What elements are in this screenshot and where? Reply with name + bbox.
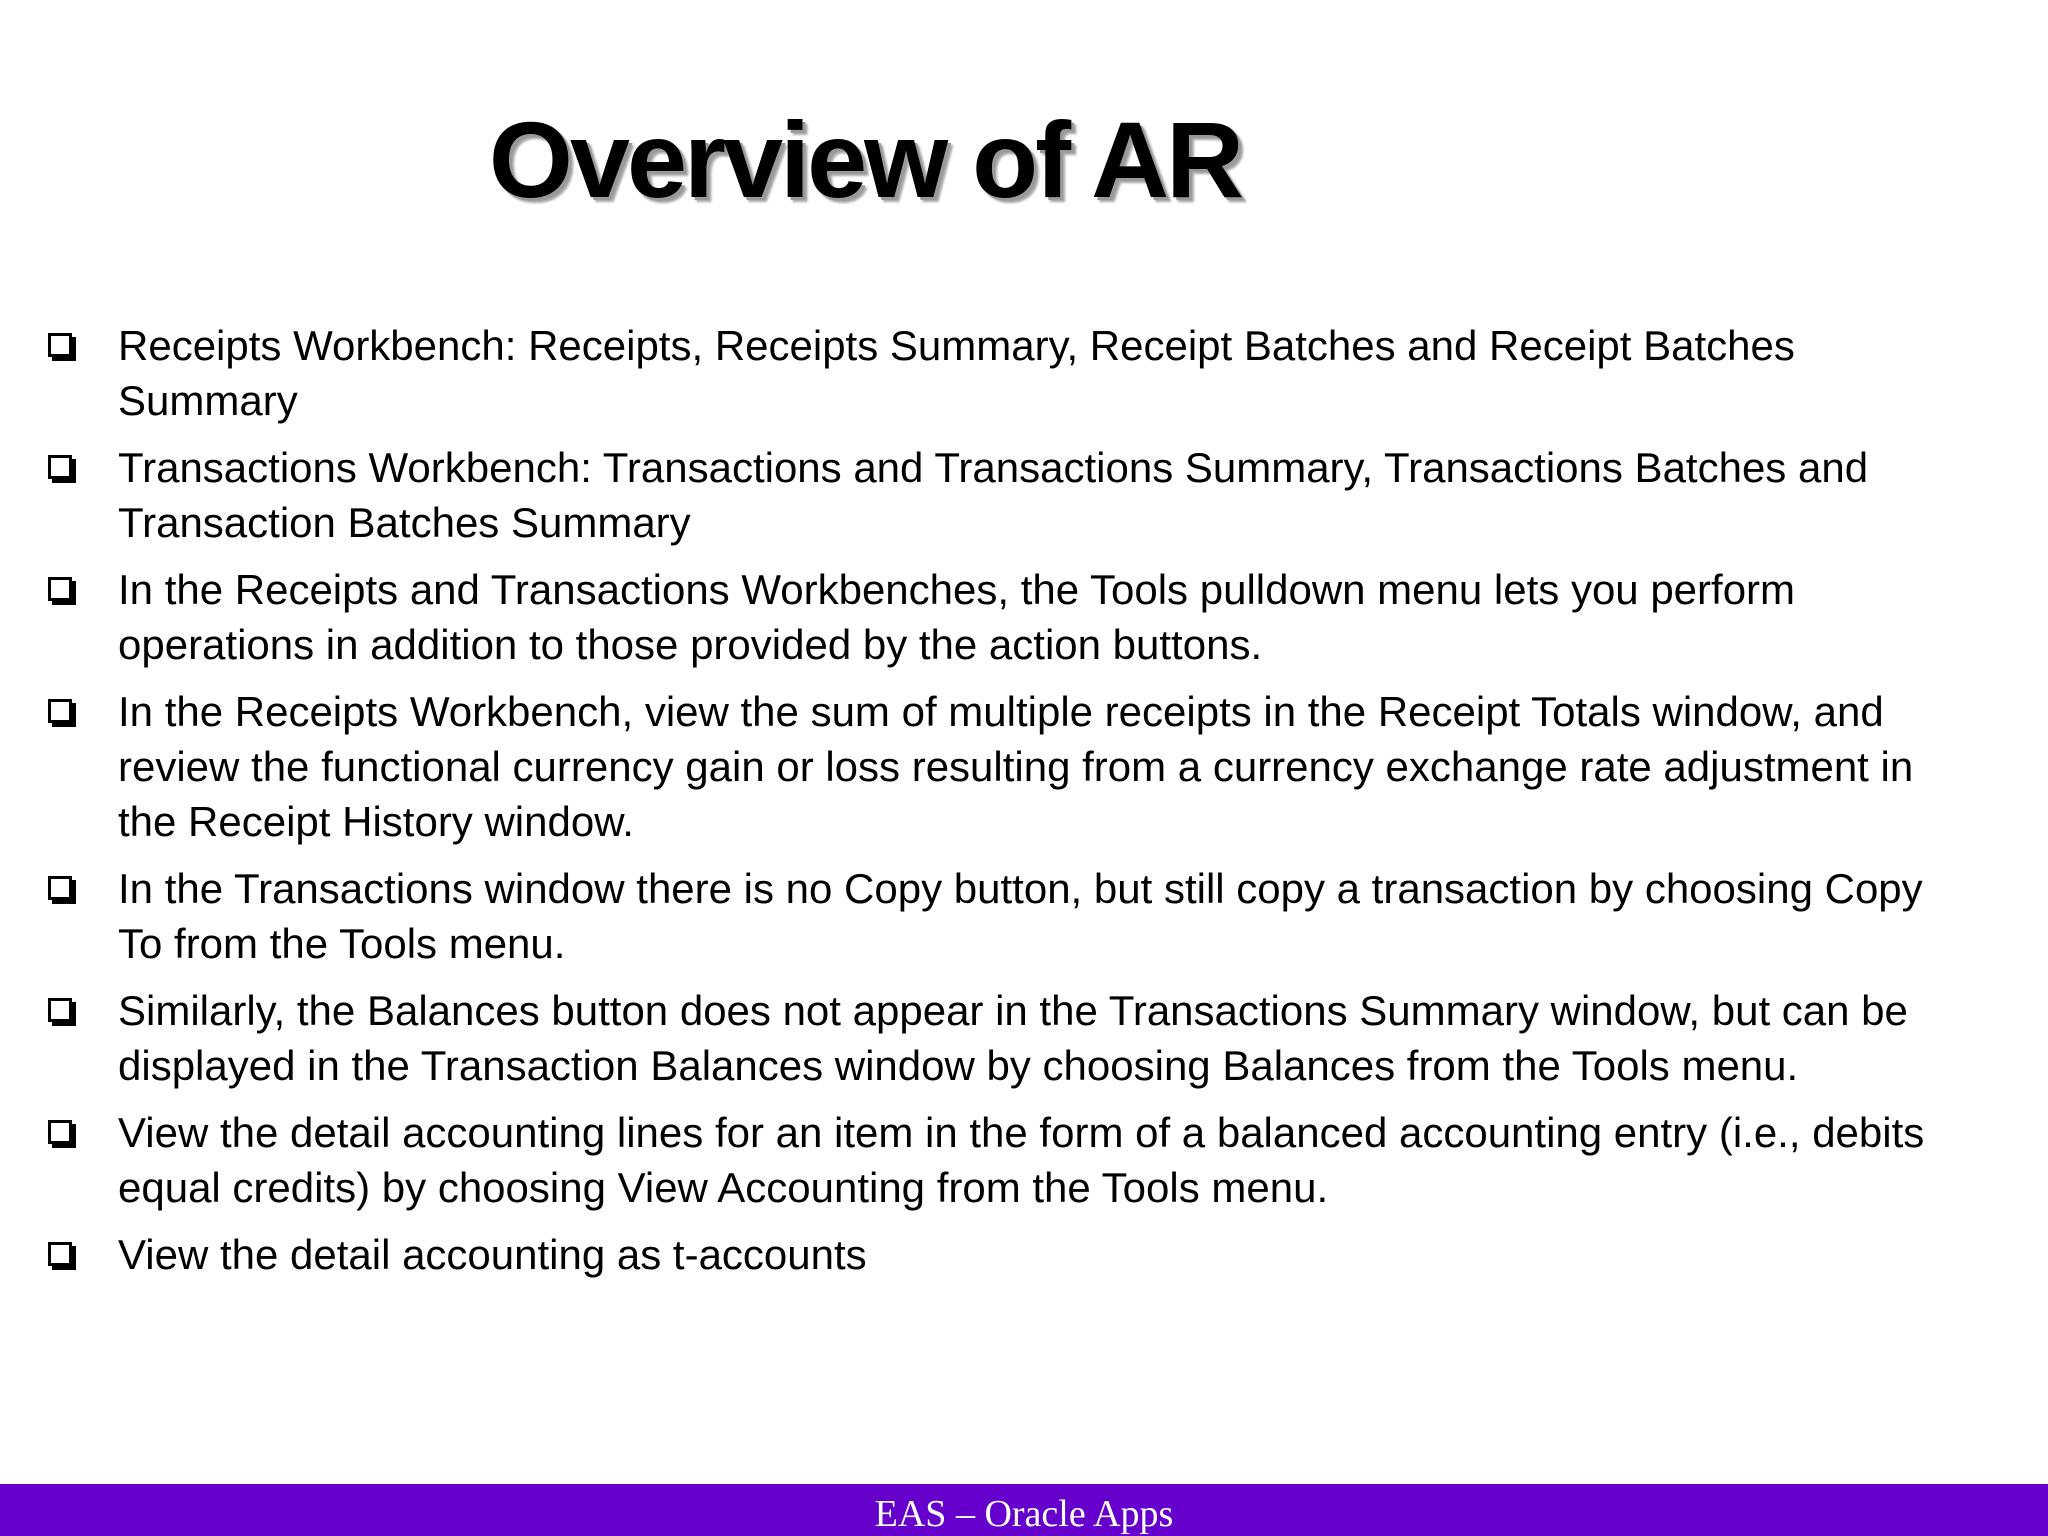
checkbox-icon bbox=[48, 699, 72, 723]
bullet-item bbox=[44, 1105, 1974, 1215]
checkbox-icon bbox=[48, 333, 72, 357]
bullet-item bbox=[44, 1227, 1974, 1282]
bullet-item bbox=[44, 318, 1974, 428]
checkbox-icon bbox=[48, 577, 72, 601]
footer-text: EAS – Oracle Apps bbox=[874, 1493, 1174, 1535]
bullet-text: View the detail accounting as t-accounts bbox=[118, 1231, 867, 1278]
bullet-item bbox=[44, 562, 1974, 672]
bullet-item bbox=[44, 684, 1974, 849]
bullet-text: Transactions Workbench: Transactions and Transactions Summary, Transactions Batches and Transaction Batches Summary bbox=[118, 444, 1869, 546]
bullet-item bbox=[44, 983, 1974, 1093]
bullet-text: View the detail accounting lines for an item in the form of a balanced accounting entry (i.e., debits equal credits) by choosing View Accounting from the Tools menu. bbox=[118, 1109, 1925, 1211]
checkbox-icon bbox=[48, 1242, 72, 1266]
bullet-item bbox=[44, 440, 1974, 550]
bullet-list bbox=[44, 318, 1974, 1294]
footer-bar bbox=[0, 1484, 2048, 1536]
checkbox-icon bbox=[48, 998, 72, 1022]
bullet-text: In the Receipts Workbench, view the sum of multiple receipts in the Receipt Totals window, and review the functional currency gain or loss resulting from a currency exchange rate adjustment in the Receipt History window. bbox=[118, 688, 1914, 845]
bullet-text: In the Transactions window there is no Copy button, but still copy a transaction by choosing Copy To from the Tools menu. bbox=[118, 865, 1923, 967]
bullet-item bbox=[44, 861, 1974, 971]
checkbox-icon bbox=[48, 1120, 72, 1144]
bullet-text: In the Receipts and Transactions Workbenches, the Tools pulldown menu lets you perform operations in addition to those provided by the action buttons. bbox=[118, 566, 1796, 668]
slide-title: Overview of AR bbox=[488, 99, 1242, 220]
bullet-text: Receipts Workbench: Receipts, Receipts Summary, Receipt Batches and Receipt Batches Summary bbox=[118, 322, 1795, 424]
checkbox-icon bbox=[48, 876, 72, 900]
bullet-text: Similarly, the Balances button does not appear in the Transactions Summary window, but can be displayed in the Transaction Balances window by choosing Balances from the Tools menu. bbox=[118, 987, 1908, 1089]
checkbox-icon bbox=[48, 455, 72, 479]
